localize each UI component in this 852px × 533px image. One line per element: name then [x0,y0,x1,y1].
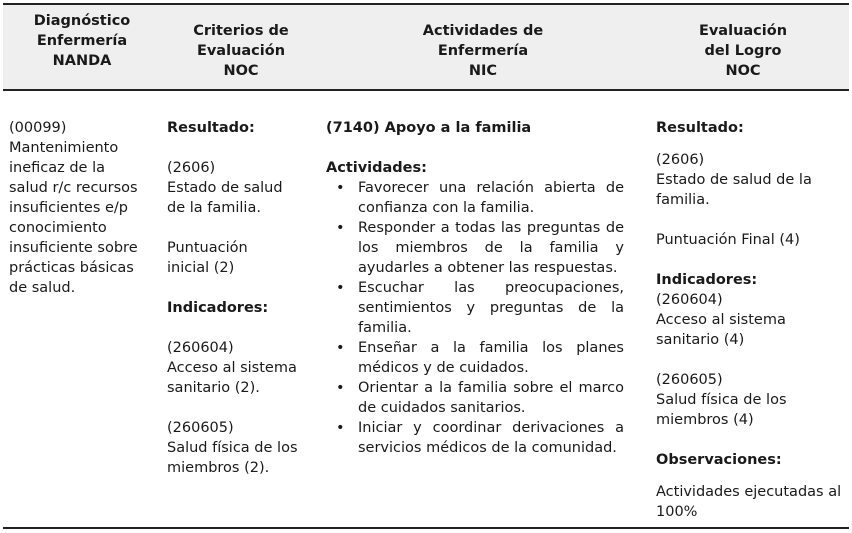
evaluation-observations-line: 100% [656,504,698,520]
diagnosis-line: conocimiento [9,220,107,236]
header-criteria [171,21,311,81]
criteria-cell [167,118,317,478]
criteria-result-label: Resultado: [167,120,255,136]
table-header [3,3,849,91]
header-evaluation-line: del Logro [704,43,782,59]
criteria-result-line: Estado de salud [167,180,283,196]
nic-activities-label: Actividades: [326,160,427,176]
criteria-indicator-line: miembros (2). [167,460,270,476]
diagnosis-line: insuficiente sobre [9,240,138,256]
criteria-score-line: inicial (2) [167,260,235,276]
nic-cell [326,118,624,458]
nic-title: (7140) Apoyo a la familia [326,120,532,136]
evaluation-result-code: (2606) [656,152,705,168]
table-bottom-rule [3,527,849,529]
header-criteria-line: Evaluación [196,43,286,59]
header-evaluation-line: Evaluación [698,23,788,39]
evaluation-indicator-line: Salud física de los [656,392,787,408]
header-nic-line: NIC [468,63,498,79]
evaluation-cell [656,118,846,522]
list-item: • Iniciar y coordinar derivaciones a servicios médicos de la comunidad. [326,418,624,458]
header-nanda [21,11,143,71]
evaluation-indicator-code: (260605) [656,372,723,388]
criteria-indicator-code: (260605) [167,420,234,436]
list-item: • Responder a todas las preguntas de los miembros de la familia y ayudarles a obtener las respuestas. [326,218,624,278]
header-evaluation-line: NOC [725,63,761,79]
list-item: • Escuchar las preocupaciones, sentimientos y preguntas de la familia. [326,278,624,338]
header-evaluation [663,21,823,81]
header-nanda-line: Enfermería [36,33,128,49]
diagnosis-line: salud r/c recursos [9,180,138,196]
criteria-indicator-line: sanitario (2). [167,380,260,396]
diagnosis-line: Mantenimiento [9,140,119,156]
list-item: • Enseñar a la familia los planes médicos y de cuidados. [326,338,624,378]
criteria-result-code: (2606) [167,160,216,176]
criteria-indicator-line: Salud física de los [167,440,298,456]
nic-activities-list [326,178,624,458]
diagnosis-line: (00099) [9,120,67,136]
diagnosis-line: de salud. [9,280,76,296]
header-criteria-line: NOC [223,63,259,79]
list-item: • Favorecer una relación abierta de confianza con la familia. [326,178,624,218]
evaluation-indicator-line: sanitario (4) [656,332,745,348]
evaluation-final-score: Puntuación Final (4) [656,232,800,248]
criteria-indicator-line: Acceso al sistema [167,360,297,376]
criteria-score-line: Puntuación [167,240,248,256]
evaluation-observations-label: Observaciones: [656,452,782,468]
evaluation-observations-line: Actividades ejecutadas al [656,484,842,500]
header-nic-line: Actividades de [422,23,544,39]
header-nanda-line: NANDA [52,53,112,69]
evaluation-result-line: Estado de salud de la [656,172,812,188]
evaluation-indicator-code: (260604) [656,292,723,308]
header-criteria-line: Criterios de [193,23,289,39]
header-nic [383,21,583,81]
header-nic-line: Enfermería [437,43,529,59]
criteria-indicators-label: Indicadores: [167,300,269,316]
evaluation-indicators-label: Indicadores: [656,272,758,288]
evaluation-indicator-line: miembros (4) [656,412,754,428]
evaluation-result-label: Resultado: [656,120,744,136]
evaluation-indicator-line: Acceso al sistema [656,312,786,328]
diagnosis-line: prácticas básicas [9,260,134,276]
criteria-result-line: de la familia. [167,200,261,216]
evaluation-result-line: familia. [656,192,710,208]
header-nanda-line: Diagnóstico [33,13,131,29]
criteria-indicator-code: (260604) [167,340,234,356]
list-item: • Orientar a la familia sobre el marco de cuidados sanitarios. [326,378,624,418]
diagnosis-cell [9,118,159,298]
diagnosis-line: ineficaz de la [9,160,105,176]
diagnosis-line: insuficientes e/p [9,200,128,216]
